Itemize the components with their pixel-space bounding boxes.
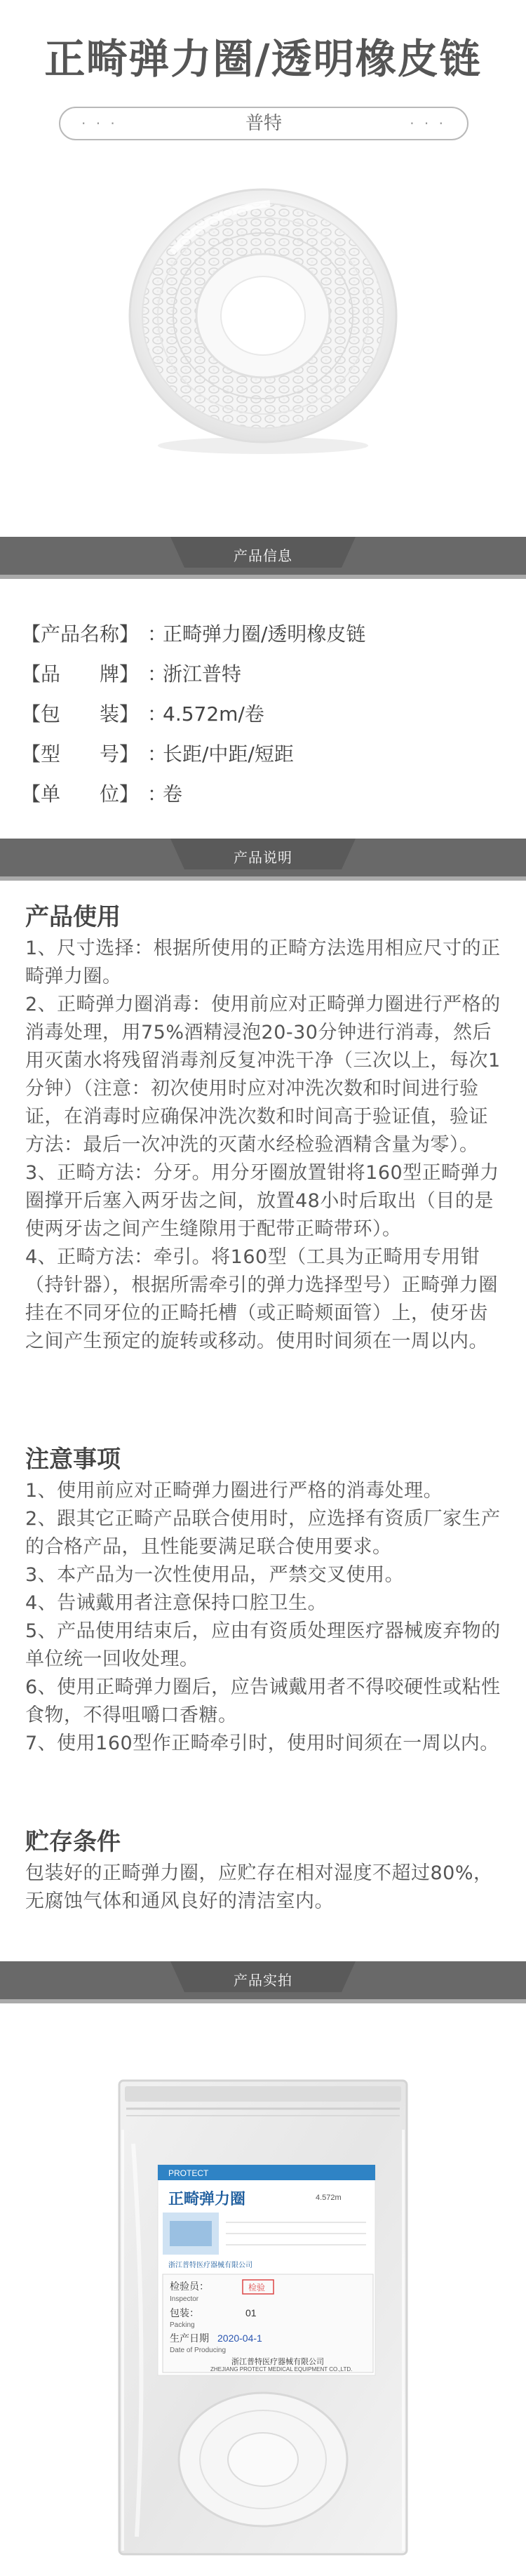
usage-heading: 产品使用 [25,903,121,931]
brand-bar [59,107,468,140]
section-bar-product-photo [0,1961,526,2003]
package-packing-number: 01 [245,2307,257,2318]
product-info-list [21,614,512,814]
product-package-photo [105,2067,421,2565]
section-title-product-photo: 产品实拍 [234,1972,292,1989]
info-value: 卷 [163,782,183,806]
info-row-package [21,694,512,734]
section-bar-product-info [0,537,526,579]
storage-paragraph: 包装好的正畸弹力圈，应贮存在相对湿度不超过80%，无腐蚀气体和通风良好的清洁室内。 [25,1862,493,1912]
usage-block [25,900,502,1356]
usage-paragraph: 3、正畸方法：分牙。用分牙圈放置钳将160型正畸弹力圈撑开后塞入两牙齿之间，放置48小时后取出（目的是使两牙齿之间产生缝隙用于配带正畸带环）。 [25,1162,499,1240]
package-company-en: ZHEJIANG PROTECT MEDICAL EQUIPMENT CO.,LTD. [210,2366,353,2373]
storage-block [25,1824,502,1916]
section-title-product-info: 产品信息 [234,547,292,564]
package-inspector-stamp: 检验 [248,2283,266,2293]
usage-paragraph: 1、尺寸选择：根据所使用的正畸方法选用相应尺寸的正畸弹力圈。 [25,937,501,987]
notes-block [25,1442,502,1758]
usage-paragraph: 4、正畸方法：牵引。将160型（工具为正畸用专用钳（持针器），根据所需牵引的弹力选择型号）正畸弹力圈挂在不同牙位的正畸托槽（或正畸颊面管）上，使牙齿之间产生预定的旋转或移动。使用时间须在一周以内。 [25,1246,498,1352]
page-title: 正畸弹力圈/透明橡皮链 [44,35,482,83]
info-value: 长距/中距/短距 [163,742,294,766]
package-inspector-label: 检验员： [170,2281,209,2292]
info-key: 【品 牌】 [21,662,140,686]
package-date-en: Date of Producing [170,2347,227,2354]
info-separator: ： [147,702,168,726]
info-separator: ： [147,782,168,806]
notes-paragraph: 4、告诫戴用者注意保持口腔卫生。 [25,1592,328,1614]
package-inspector-en: Inspector [170,2295,199,2303]
info-key: 【型 号】 [21,742,140,766]
notes-heading: 注意事项 [25,1446,121,1474]
info-key: 【产品名称】 [21,622,140,646]
package-product-name: 正畸弹力圈 [168,2190,246,2208]
info-row-brand [21,654,512,694]
package-spec: 4.572m [316,2194,342,2202]
section-title-product-description: 产品说明 [234,849,292,866]
notes-paragraph: 2、跟其它正畸产品联合使用时，应选择有资质厂家生产的合格产品，且性能要满足联合使用要求。 [25,1508,501,1558]
section-bar-product-description [0,839,526,881]
notes-paragraph: 5、产品使用结束后，应由有资质处理医疗器械废弃物的单位统一回收处理。 [25,1620,501,1670]
notes-paragraph: 6、使用正畸弹力圈后，应告诫戴用者不得咬硬性或粘性食物，不得咀嚼口香糖。 [25,1676,501,1726]
package-packing-en: Packing [170,2321,195,2329]
package-date-label: 生产日期 [170,2333,209,2344]
decor-dots-right: · · · [410,115,446,132]
package-company-small: 浙江普特医疗器械有限公司 [168,2262,252,2269]
info-value: 4.572m/卷 [163,702,264,726]
info-row-name [21,614,512,654]
info-separator: ： [147,742,168,766]
storage-heading: 贮存条件 [25,1828,121,1856]
info-value: 浙江普特 [163,662,242,686]
decor-dots-left: · · · [81,115,118,132]
package-brand-text: PROTECT [168,2168,209,2178]
info-value: 正畸弹力圈/透明橡皮链 [163,622,366,646]
info-key: 【包 装】 [21,702,140,726]
info-key: 【单 位】 [21,782,140,806]
notes-paragraph: 3、本产品为一次性使用品，严禁交叉使用。 [25,1564,405,1586]
brand-name: 普特 [245,113,282,134]
usage-paragraph: 2、正畸弹力圈消毒：使用前应对正畸弹力圈进行严格的消毒处理，用75%酒精浸泡20-30分钟进行消毒，然后用灭菌水将残留消毒剂反复冲洗干净（三次以上，每次1分钟）（注意：初次使用时应对冲洗次数和时间进行验证，在消毒时应确保冲洗次数和时间高于验证值，验证方法：最后一次冲洗的灭菌水经检验酒精含量为零）。 [25,994,501,1156]
info-row-model [21,734,512,774]
notes-paragraph: 1、使用前应对正畸弹力圈进行严格的消毒处理。 [25,1480,443,1502]
package-date-value: 2020-04-1 [217,2333,262,2344]
notes-paragraph: 7、使用160型作正畸牵引时，使用时间须在一周以内。 [25,1733,499,1754]
package-company: 浙江普特医疗器械有限公司 [231,2358,324,2366]
info-separator: ： [147,662,168,686]
info-separator: ： [147,622,168,646]
package-packing-label: 包装： [170,2307,199,2318]
info-row-unit [21,774,512,814]
product-spool-image [123,168,403,463]
